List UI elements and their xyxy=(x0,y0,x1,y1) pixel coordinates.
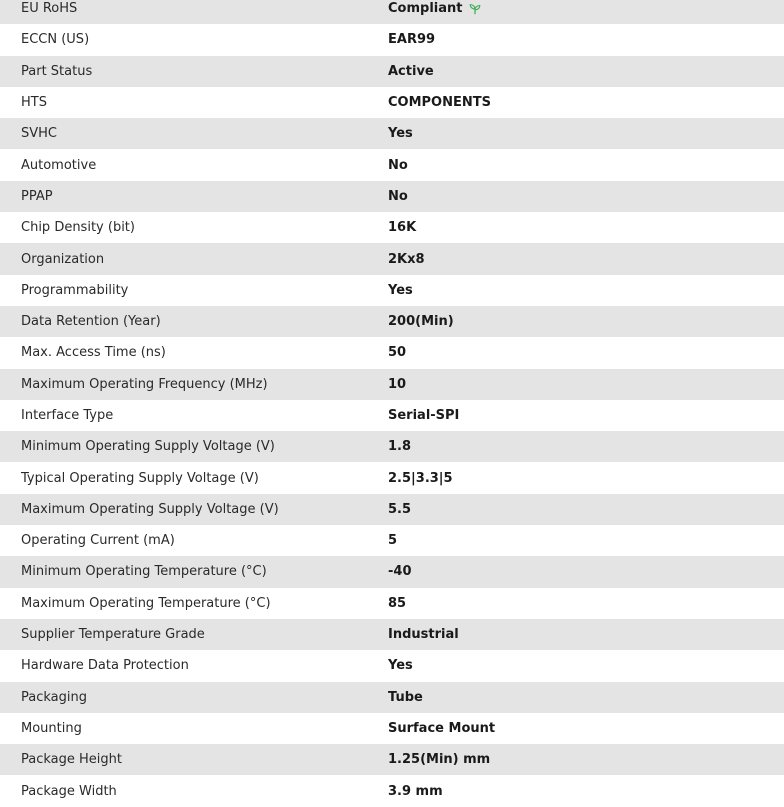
spec-label: Packaging xyxy=(21,689,87,705)
spec-row-svhc xyxy=(0,118,784,149)
spec-row-max-supply-voltage xyxy=(0,494,784,525)
spec-label: Mounting xyxy=(21,720,82,736)
spec-value: Active xyxy=(388,63,434,79)
spec-row-min-temperature xyxy=(0,556,784,587)
spec-value: 3.9 mm xyxy=(388,783,443,799)
spec-value-text: Compliant xyxy=(388,1,463,17)
spec-value: EAR99 xyxy=(388,32,436,48)
spec-label: SVHC xyxy=(21,126,57,142)
spec-value: No xyxy=(388,157,408,173)
spec-row-max-temperature xyxy=(0,588,784,619)
spec-label: Hardware Data Protection xyxy=(21,658,189,674)
spec-value: Serial-SPI xyxy=(388,408,460,423)
spec-label: ECCN (US) xyxy=(21,32,90,48)
spec-row-temperature-grade xyxy=(0,619,784,650)
spec-row-data-retention xyxy=(0,306,784,337)
spec-label: Organization xyxy=(21,251,105,267)
spec-label: Interface Type xyxy=(21,408,114,423)
spec-label: Maximum Operating Temperature (°C) xyxy=(21,595,271,611)
spec-label: Typical Operating Supply Voltage (V) xyxy=(21,470,259,486)
spec-value: 85 xyxy=(388,595,407,611)
spec-row-interface-type xyxy=(0,400,784,431)
spec-value: No xyxy=(388,188,408,204)
spec-row-max-frequency xyxy=(0,369,784,400)
spec-value: Yes xyxy=(388,658,413,674)
spec-label: Chip Density (bit) xyxy=(21,220,135,236)
spec-label: PPAP xyxy=(21,188,53,204)
spec-value: 2Kx8 xyxy=(388,251,425,267)
spec-row-eccn xyxy=(0,24,784,55)
spec-row-mounting xyxy=(0,713,784,744)
spec-row-organization xyxy=(0,243,784,274)
spec-value: Industrial xyxy=(388,627,459,643)
spec-row-operating-current xyxy=(0,525,784,556)
spec-label: Package Width xyxy=(21,783,117,799)
spec-row-part-status xyxy=(0,56,784,87)
spec-row-eu-rohs xyxy=(0,0,784,24)
spec-row-hardware-data-protection xyxy=(0,650,784,681)
spec-label: Data Retention (Year) xyxy=(21,314,161,330)
spec-value: 2.5|3.3|5 xyxy=(388,470,453,486)
spec-value: Yes xyxy=(388,282,413,298)
spec-value: -40 xyxy=(388,564,412,580)
spec-label: Operating Current (mA) xyxy=(21,533,175,549)
spec-label: Automotive xyxy=(21,157,97,173)
spec-label: Supplier Temperature Grade xyxy=(21,627,205,643)
spec-value: 50 xyxy=(388,345,407,361)
spec-row-package-height xyxy=(0,744,784,775)
spec-value: Surface Mount xyxy=(388,720,496,736)
spec-label: Maximum Operating Supply Voltage (V) xyxy=(21,501,279,517)
spec-row-packaging xyxy=(0,682,784,713)
spec-label: Programmability xyxy=(21,282,129,298)
spec-label: Minimum Operating Temperature (°C) xyxy=(21,564,267,580)
spec-value: COMPONENTS xyxy=(388,95,491,111)
spec-value: 200(Min) xyxy=(388,314,454,330)
spec-value: 16K xyxy=(388,220,417,236)
spec-value: Yes xyxy=(388,126,413,142)
spec-value: 10 xyxy=(388,376,407,392)
spec-value: 1.8 xyxy=(388,439,412,455)
spec-value: 5.5 xyxy=(388,501,412,517)
spec-value: 5 xyxy=(388,533,398,549)
spec-label: Max. Access Time (ns) xyxy=(21,345,166,361)
spec-label: Part Status xyxy=(21,63,93,79)
spec-row-programmability xyxy=(0,275,784,306)
spec-row-hts xyxy=(0,87,784,118)
spec-label: EU RoHS xyxy=(21,1,78,17)
spec-label: HTS xyxy=(21,95,47,111)
spec-row-chip-density xyxy=(0,212,784,243)
spec-label: Minimum Operating Supply Voltage (V) xyxy=(21,439,275,455)
spec-label: Package Height xyxy=(21,752,122,768)
spec-row-max-access-time xyxy=(0,337,784,368)
leaf-icon xyxy=(468,2,482,16)
spec-row-package-width xyxy=(0,775,784,806)
spec-row-min-supply-voltage xyxy=(0,431,784,462)
spec-value: Tube xyxy=(388,689,423,705)
spec-label: Maximum Operating Frequency (MHz) xyxy=(21,376,268,392)
spec-row-automotive xyxy=(0,149,784,180)
spec-row-ppap xyxy=(0,181,784,212)
spec-value xyxy=(388,1,482,16)
spec-value: 1.25(Min) mm xyxy=(388,752,491,768)
spec-row-typ-supply-voltage xyxy=(0,462,784,493)
